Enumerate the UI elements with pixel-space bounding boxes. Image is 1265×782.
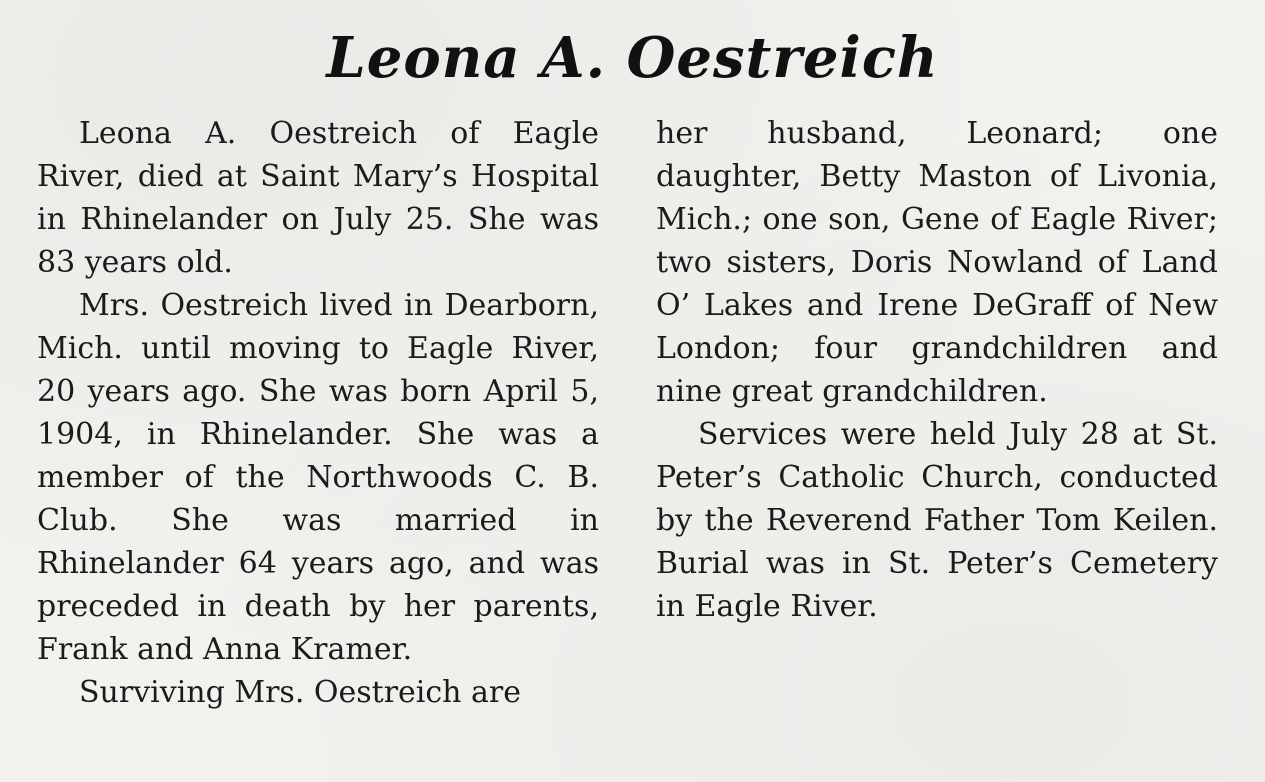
paragraph-survivors-list: her husband, Leonard; one daughter, Betty Maston of Livonia, Mich.; one son, Gene of Eagle River; two sisters, Doris Nowland of Land O’ Lakes and Irene DeGraff of New London; four grandchildren and nine great grandchildren.	[656, 116, 1218, 409]
paragraph-death-notice: Leona A. Oestreich of Eagle River, died at Saint Mary’s Hospital in Rhinelander on July 25. She was 83 years old.	[37, 116, 599, 280]
obituary-headline: Leona A. Oestreich	[326, 25, 939, 91]
paragraph-services: Services were held July 28 at St. Peter’s Catholic Church, conducted by the Reverend Father Tom Keilen. Burial was in St. Peter’s Cemetery in Eagle River.	[656, 417, 1218, 624]
text-column-left	[37, 112, 599, 714]
text-column-right	[656, 112, 1218, 628]
paragraph-survivors-intro: Surviving Mrs. Oestreich are	[79, 675, 522, 710]
paragraph-biography: Mrs. Oestreich lived in Dearborn, Mich. until moving to Eagle River, 20 years ago. She was born April 5, 1904, in Rhinelander. She was a member of the Northwoods C. B. Club. She was married in Rhinelander 64 years ago, and was preceded in death by her parents, Frank and Anna Kramer.	[37, 288, 599, 667]
